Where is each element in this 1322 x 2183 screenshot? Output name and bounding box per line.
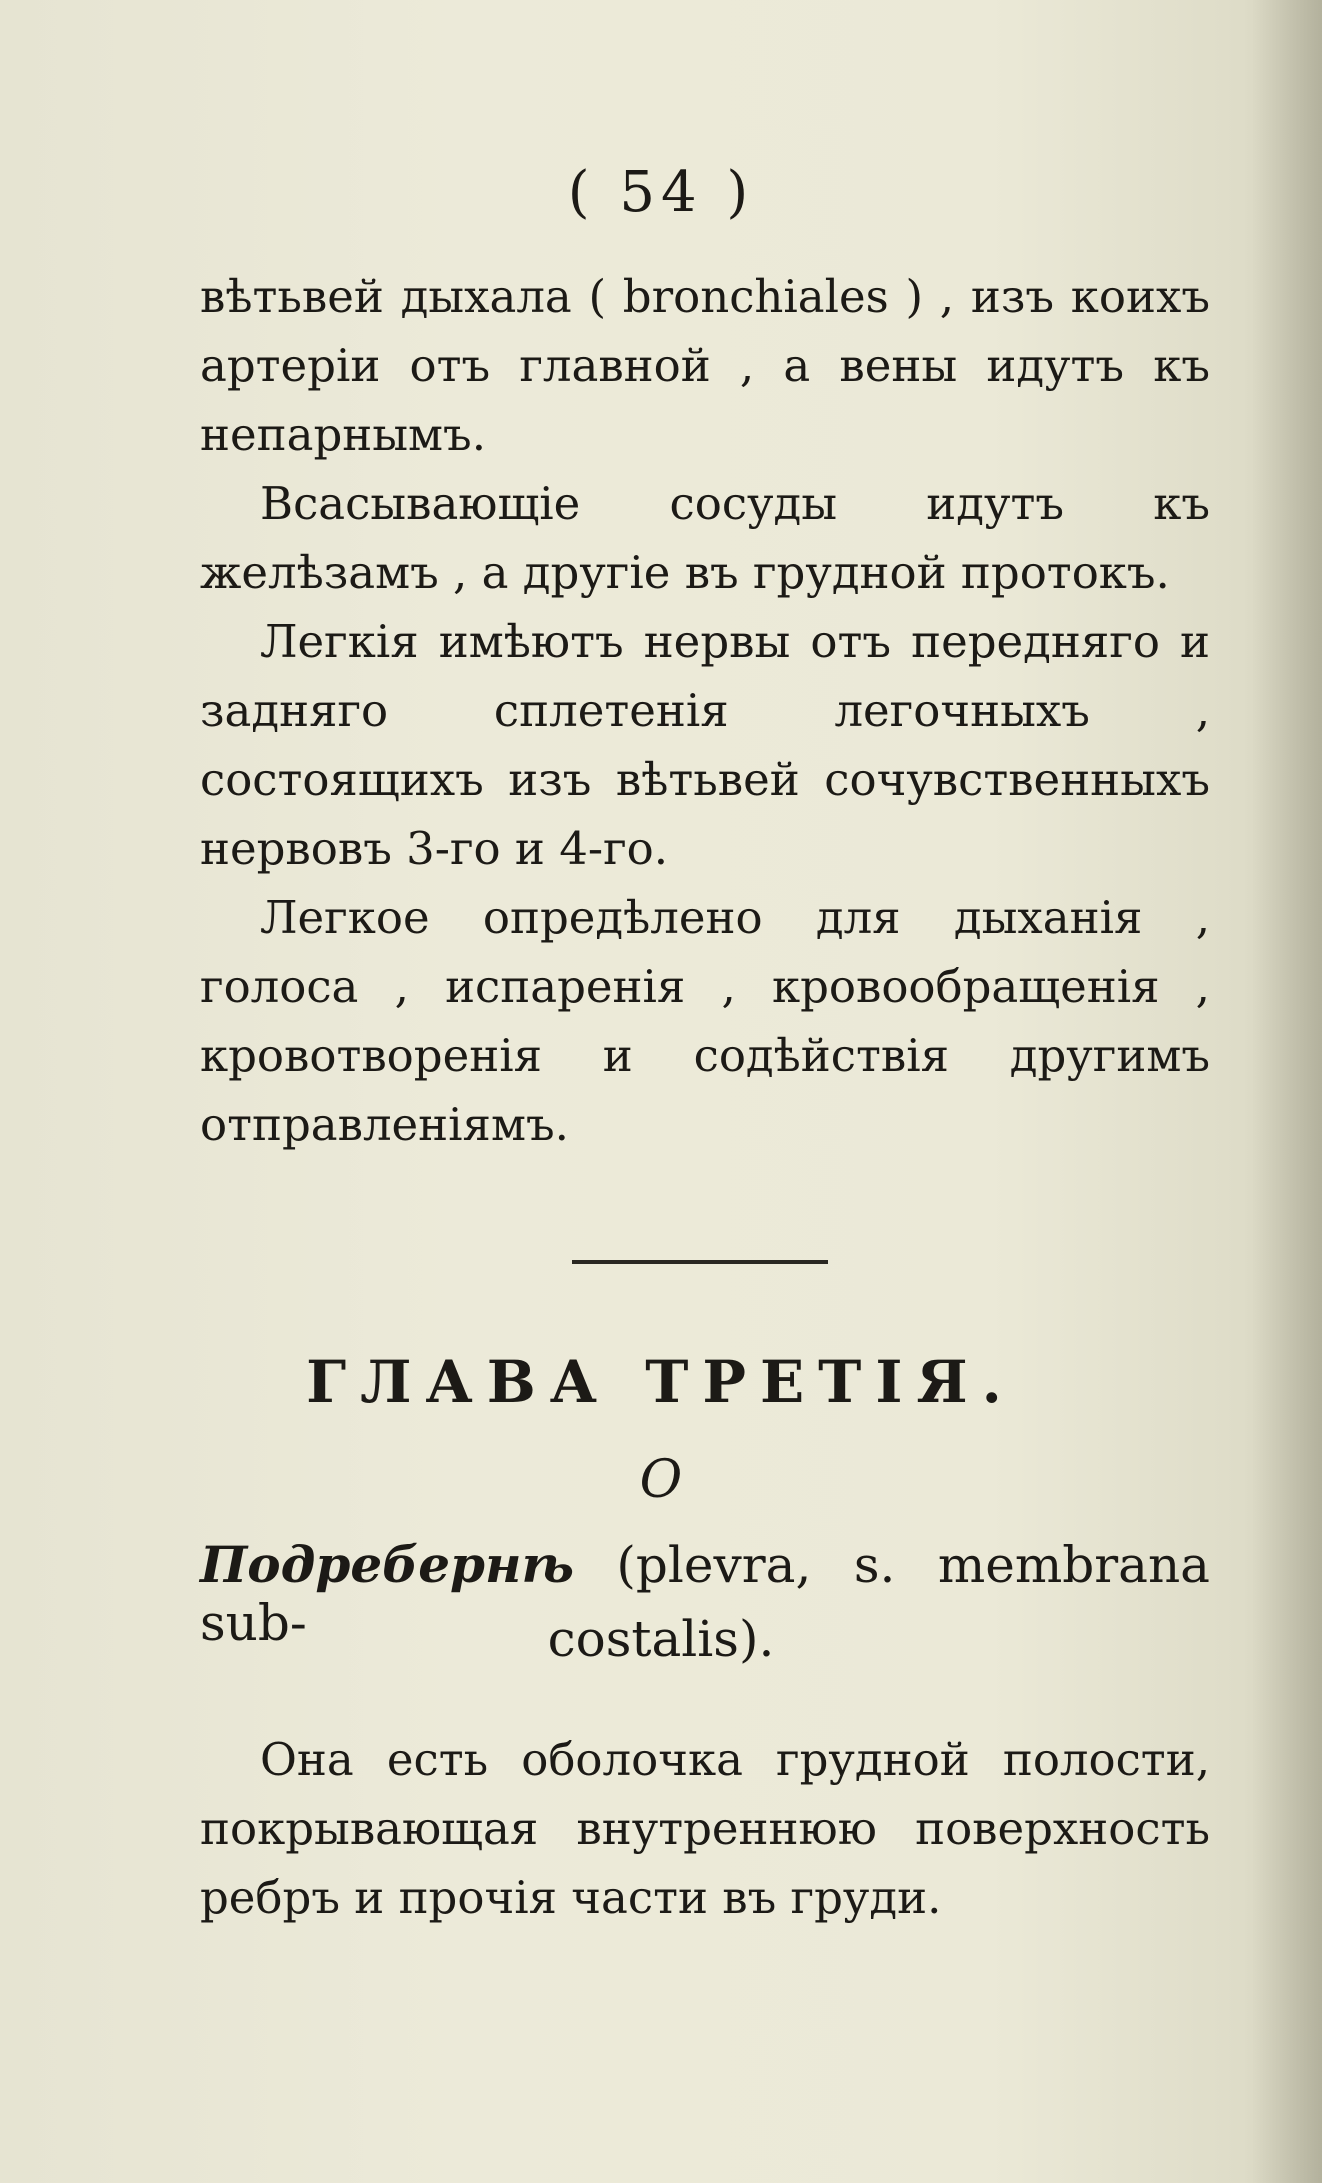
section-title-latin-1: (plevra, s. membrana sub- <box>200 1536 1210 1652</box>
page-number-header: ( 54 ) <box>567 160 755 225</box>
paragraph-lung-nerves: Легкiя имѣютъ нервы отъ передняго и задняго сплетенiя легочныхъ , состоящихъ изъ вѣтьвей сочувственныхъ нервовъ 3-го и 4-го. <box>200 615 1210 875</box>
paragraph-continuation: вѣтьвей дыхала ( bronchiales ) , изъ коихъ артерiи отъ главной , а вены идутъ къ непарнымъ. <box>200 270 1210 461</box>
paragraph-lymph-vessels: Всасывающiе сосуды идутъ къ желѣзамъ , а другiе въ грудной протокъ. <box>200 477 1210 599</box>
section-divider-rule <box>572 1260 828 1264</box>
section-title-main: Подребернѣ <box>200 1535 574 1594</box>
page-edge-shadow <box>1252 0 1322 2183</box>
section-preposition: О <box>639 1450 683 1510</box>
top-text-block <box>200 262 1210 1159</box>
paragraph-lung-function: Легкое опредѣлено для дыханiя , голоса , испаренiя , кровообращенiя , кровотворенiя и содѣйствiя другимъ отправленiямъ. <box>200 891 1210 1151</box>
section-title-line-2: costalis). <box>547 1610 775 1668</box>
bottom-text-block <box>200 1725 1210 1932</box>
chapter-heading: ГЛАВА ТРЕТIЯ. <box>306 1348 1016 1416</box>
paragraph-pleura-definition: Она есть оболочка грудной полости, покрывающая внутреннюю поверхность ребръ и прочiя части въ груди. <box>200 1733 1210 1924</box>
